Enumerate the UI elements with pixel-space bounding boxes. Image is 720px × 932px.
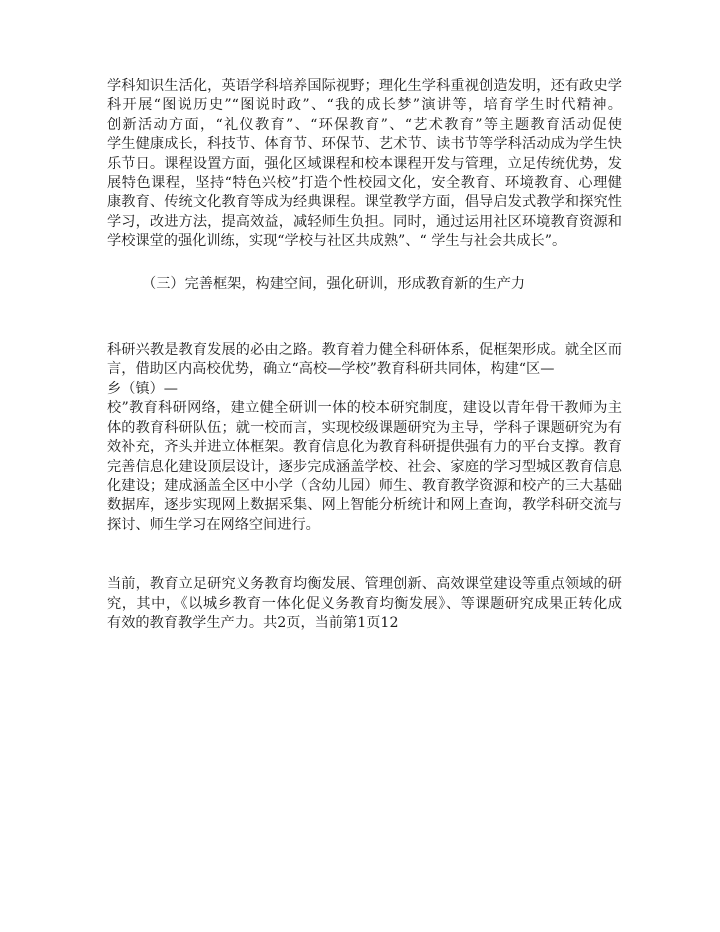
section-heading: （三）完善框架，构建空间，强化研训，形成教育新的生产力 <box>142 275 526 292</box>
body-paragraph-2 <box>107 341 622 535</box>
paragraph-line: 学校课堂的强化训练，实现“学校与社区共成熟”、“ 学生与社会共成长”。 <box>107 233 567 250</box>
paragraph-line: 校”教育科研网络，建立健全研训一体的校本研究制度，建设以青年骨干教师为主 <box>107 400 622 417</box>
body-paragraph-1 <box>107 77 622 252</box>
paragraph-line: 康教育、传统文化教育等成为经典课程。课堂教学方面，倡导启发式教学和探究性 <box>107 194 622 211</box>
paragraph-line: 言，借助区内高校优势，确立“高校—学校”教育科研共同体，构建“区— <box>107 361 555 378</box>
paragraph-line: 学生健康成长，科技节、体育节、环保节、艺术节、读书节等学科活动成为学生快 <box>107 136 622 153</box>
paragraph-line: 究，其中，《以城乡教育一体化促义务教育均衡发展》、等课题研究成果正转化成 <box>107 595 622 612</box>
paragraph-line: 化建设；建成涵盖全区中小学（含幼儿园）师生、教育教学资源和校产的三大基础 <box>107 477 622 494</box>
document-page <box>107 77 622 633</box>
paragraph-line: 展特色课程，坚持“特色兴校”打造个性校园文化，安全教育、环境教育、心理健 <box>107 175 622 192</box>
paragraph-line: 科研兴教是教育发展的必由之路。教育着力健全科研体系，促框架形成。就全区而 <box>107 342 622 359</box>
paragraph-line: 学习，改进方法，提高效益，减轻师生负担。同时，通过运用社区环境教育资源和 <box>107 213 622 230</box>
paragraph-line: 创新活动方面，“礼仪教育”、“环保教育”、“艺术教育”等主题教育活动促使 <box>107 116 622 133</box>
paragraph-line: 数据库，逐步实现网上数据采集、网上智能分析统计和网上查询，教学科研交流与 <box>107 497 622 514</box>
paragraph-line: 完善信息化建设顶层设计，逐步完成涵盖学校、社会、家庭的学习型城区教育信息 <box>107 458 622 475</box>
body-paragraph-3 <box>107 575 622 633</box>
paragraph-line: 乐节日。课程设置方面，强化区域课程和校本课程开发与管理，立足传统优势，发 <box>107 155 622 172</box>
paragraph-line: 效补充，齐头并进立体框架。教育信息化为教育科研提供强有力的平台支撑。教育 <box>107 439 622 456</box>
paragraph-line: 当前，教育立足研究义务教育均衡发展、管理创新、高效课堂建设等重点领域的研 <box>107 576 622 593</box>
paragraph-line: 乡（镇）— <box>107 380 178 397</box>
paragraph-line: 有效的教育教学生产力。共2页，当前第1页12 <box>107 614 399 631</box>
paragraph-line: 学科知识生活化，英语学科培养国际视野；理化生学科重视创造发明，还有政史学 <box>107 78 622 94</box>
paragraph-line: 体的教育科研队伍；就一校而言，实现校级课题研究为主导，学科子课题研究为有 <box>107 419 622 436</box>
paragraph-line: 科开展“图说历史”“图说时政”、“我的成长梦”演讲等，培育学生时代精神。 <box>107 97 622 114</box>
paragraph-line: 探讨、师生学习在网络空间进行。 <box>107 516 320 533</box>
